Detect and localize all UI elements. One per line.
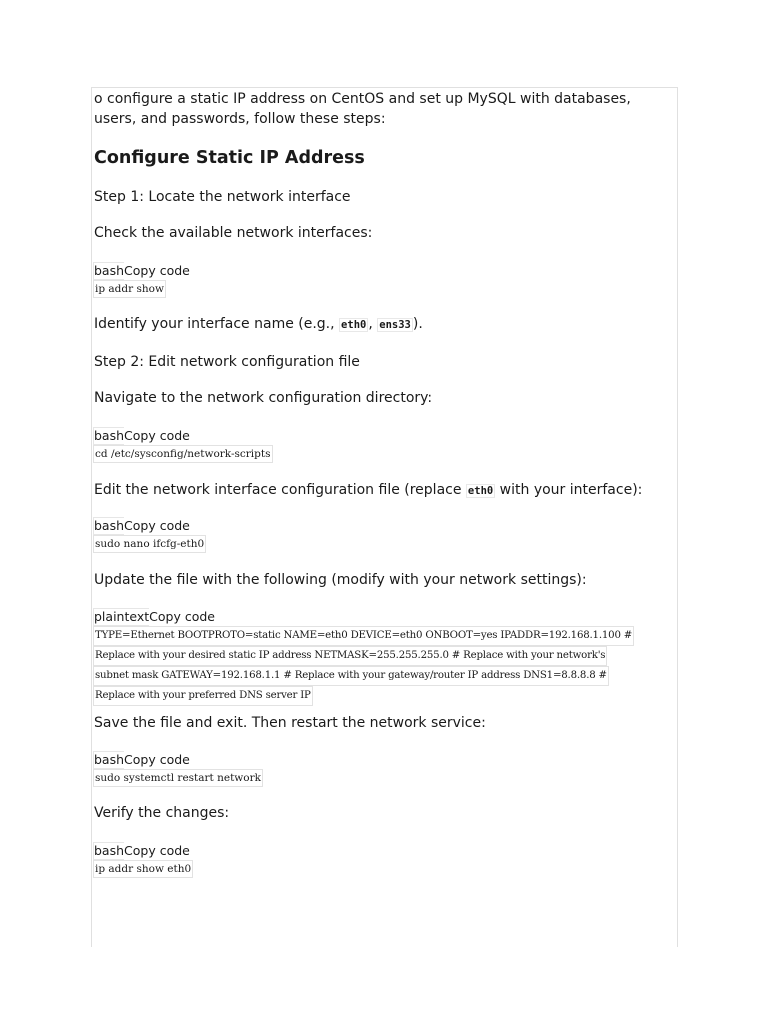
section-heading-block bbox=[94, 147, 674, 169]
code-label bbox=[94, 751, 674, 769]
step2-verify-block bbox=[94, 803, 674, 823]
step2-navigate-text: Navigate to the network configuration directory: bbox=[94, 390, 433, 406]
code-text-line-1: TYPE=Ethernet BOOTPROTO=static NAME=eth0 DEVICE=eth0 ONBOOT=yes IPADDR=192.168.1.100 # bbox=[93, 626, 634, 646]
step2-save-text: Save the file and exit. Then restart the network service: bbox=[94, 715, 486, 731]
code-line bbox=[94, 280, 674, 298]
code-text: cd /etc/sysconfig/network-scripts bbox=[93, 445, 273, 463]
code-text: ip addr show bbox=[93, 280, 166, 298]
step1-check-block bbox=[94, 223, 674, 243]
inline-code-eth0: eth0 bbox=[467, 485, 494, 497]
code-text: sudo systemctl restart network bbox=[93, 769, 263, 787]
copy-code-button[interactable]: Copy code bbox=[124, 518, 190, 533]
code-lang: plaintext bbox=[94, 609, 150, 624]
code-text: ip addr show eth0 bbox=[93, 860, 193, 878]
code-lang: bash bbox=[94, 752, 125, 767]
step2-update-text: Update the file with the following (modify with your network settings): bbox=[94, 572, 587, 588]
inline-code-eth0: eth0 bbox=[341, 319, 367, 331]
code-lang: bash bbox=[94, 428, 125, 443]
edit-before: Edit the network interface configuration file (replace bbox=[94, 482, 466, 498]
code-text-line-4: Replace with your preferred DNS server IP bbox=[93, 686, 313, 706]
identify-after: ). bbox=[412, 316, 423, 332]
step1-identify-text bbox=[94, 314, 674, 335]
code-block-config bbox=[94, 608, 674, 706]
step1-title: Step 1: Locate the network interface bbox=[94, 189, 351, 205]
copy-code-button[interactable]: Copy code bbox=[124, 263, 190, 278]
code-text-line-2: Replace with your desired static IP address NETMASK=255.255.255.0 # Replace with your network's bbox=[93, 646, 607, 666]
section-heading: Configure Static IP Address bbox=[94, 148, 365, 168]
step2-navigate-block bbox=[94, 388, 674, 408]
code-label bbox=[94, 517, 674, 535]
code-line bbox=[94, 769, 674, 787]
step2-title: Step 2: Edit network configuration file bbox=[94, 354, 360, 370]
step2-edit-text bbox=[94, 480, 674, 501]
code-block-cd bbox=[94, 427, 674, 463]
step1-check-text: Check the available network interfaces: bbox=[94, 225, 373, 241]
copy-code-button[interactable]: Copy code bbox=[124, 428, 190, 443]
intro-paragraph: o configure a static IP address on CentOS and set up MySQL with databases, users, and passwords, follow these steps: bbox=[94, 91, 631, 127]
code-text: sudo nano ifcfg-eth0 bbox=[93, 535, 206, 553]
step2-save-block bbox=[94, 713, 674, 733]
edit-after: with your interface): bbox=[495, 482, 643, 498]
code-block-ip-addr bbox=[94, 262, 674, 298]
step2-update-block bbox=[94, 570, 674, 590]
step1-title-block bbox=[94, 187, 674, 207]
code-block-nano bbox=[94, 517, 674, 553]
copy-code-button[interactable]: Copy code bbox=[124, 752, 190, 767]
code-label bbox=[94, 262, 674, 280]
step2-verify-text: Verify the changes: bbox=[94, 805, 230, 821]
step1-identify-block bbox=[94, 314, 674, 335]
document-page bbox=[91, 87, 678, 947]
code-line bbox=[94, 445, 674, 463]
code-label bbox=[94, 842, 674, 860]
code-line bbox=[94, 860, 674, 878]
code-lang: bash bbox=[94, 263, 125, 278]
code-lang: bash bbox=[94, 518, 125, 533]
code-block-restart bbox=[94, 751, 674, 787]
copy-code-button[interactable]: Copy code bbox=[149, 609, 215, 624]
intro-paragraph-block bbox=[94, 89, 674, 129]
identify-sep: , bbox=[368, 316, 378, 332]
identify-before: Identify your interface name (e.g., bbox=[94, 316, 340, 332]
code-label bbox=[94, 608, 674, 626]
code-block-verify bbox=[94, 842, 674, 878]
inline-code-ens33: ens33 bbox=[379, 319, 411, 331]
copy-code-button[interactable]: Copy code bbox=[124, 843, 190, 858]
step2-title-block bbox=[94, 352, 674, 372]
code-lang: bash bbox=[94, 843, 125, 858]
code-multiline bbox=[94, 626, 669, 706]
code-text-line-3: subnet mask GATEWAY=192.168.1.1 # Replace with your gateway/router IP address DNS1=8.8.8.8 # bbox=[93, 666, 609, 686]
code-line bbox=[94, 535, 674, 553]
step2-edit-block bbox=[94, 480, 674, 501]
code-label bbox=[94, 427, 674, 445]
